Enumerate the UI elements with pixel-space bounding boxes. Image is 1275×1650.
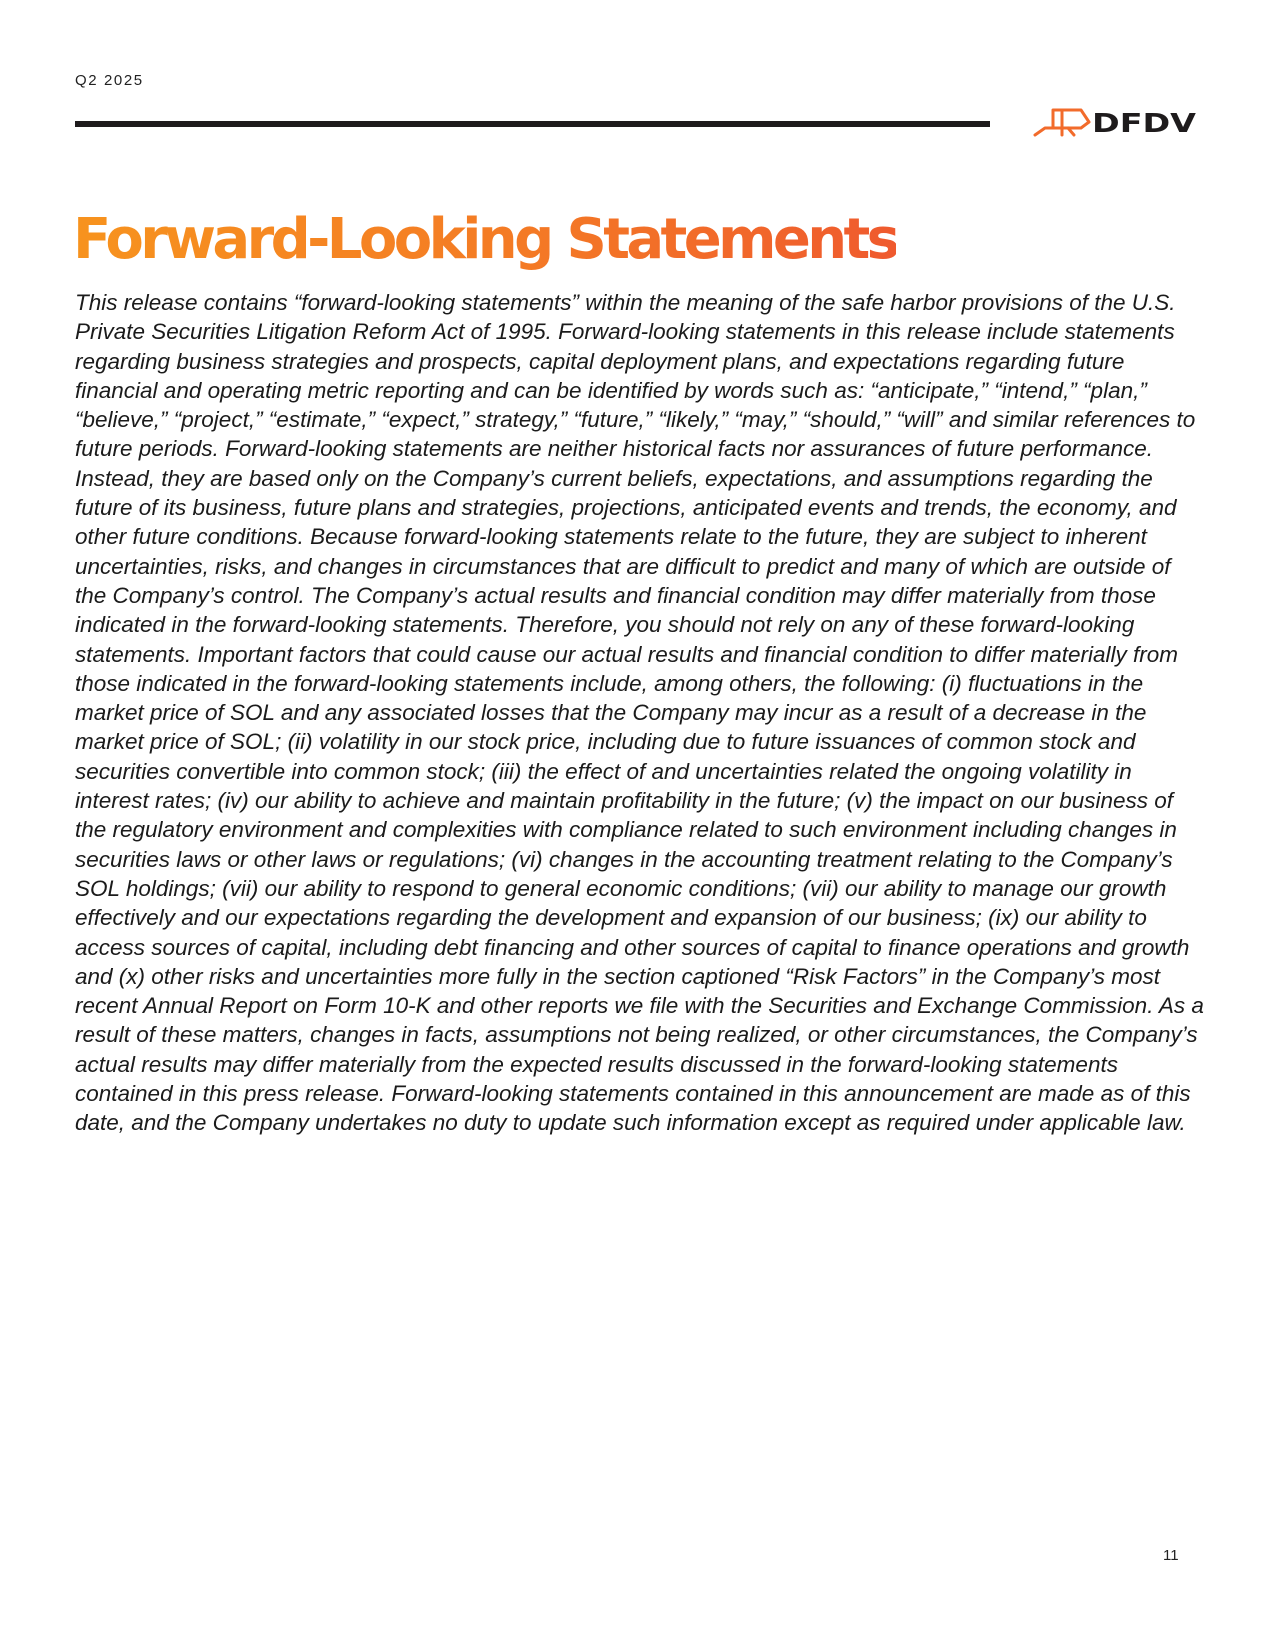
page-title: Forward-Looking Statements [73,205,896,275]
logo-mark-icon [1035,110,1089,135]
forward-looking-statement-body: This release contains “forward-looking statements” within the meaning of the safe harbor provisions of the U.S. Private Securities Litigation Reform Act of 1995. Forward-looking statements in this release include statements regarding business strategies and prospects, capital deployment plans, and expectations regarding future financial and operating metric reporting and can be identified by words such as: “anticipate,” “intend,” “plan,” “believe,” “project,” “estimate,” “expect,” strategy,” “future,” “likely,” “may,” “should,” “will” and similar references to future periods. Forward-looking statements are neither historical facts nor assurances of future performance. Instead, they are based only on the Company’s current beliefs, expectations, and assumptions regarding the future of its business, future plans and strategies, projections, anticipated events and trends, the economy, and other future conditions. Because forward-looking statements relate to the future, they are subject to inherent uncertainties, risks, and changes in circumstances that are difficult to predict and many of which are outside of the Company’s control. The Company’s actual results and financial condition may differ materially from those indicated in the forward-looking statements. Therefore, you should not rely on any of these forward-looking statements. Important factors that could cause our actual results and financial condition to differ materially from those indicated in the forward-looking statements include, among others, the following: (i) fluctuations in the market price of SOL and any associated losses that the Company may incur as a result of a decrease in the market price of SOL; (ii) volatility in our stock price, including due to future issuances of common stock and securities convertible into common stock; (iii) the effect of and uncertainties related the ongoing volatility in interest rates; (iv) our ability to achieve and maintain profitability in the future; (v) the impact on our business of the regulatory environment and complexities with compliance related to such environment including changes in securities laws or other laws or regulations; (vi) changes in the accounting treatment relating to the Company’s SOL holdings; (vii) our ability to respond to general economic conditions; (vii) our ability to manage our growth effectively and our expectations regarding the development and expansion of our business; (ix) our ability to access sources of capital, including debt financing and other sources of capital to finance operations and growth and (x) other risks and uncertainties more fully in the section captioned “Risk Factors” in the Company’s most recent Annual Report on Form 10-K and other reports we file with the Securities and Exchange Commission. As a result of these matters, changes in facts, assumptions not being realized, or other circumstances, the Company’s actual results may differ materially from the expected results discussed in the forward-looking statements contained in this press release. Forward-looking statements contained in this announcement are made as of this date, and the Company undertakes no duty to update such information except as required under applicable law. [75,290,1204,1136]
dfdv-logo [1032,105,1202,137]
header-rule [75,121,990,127]
report-period: Q2 2025 [75,72,144,89]
logo-wordmark: DFDV [1092,109,1196,137]
page-number: 11 [1163,1547,1179,1564]
